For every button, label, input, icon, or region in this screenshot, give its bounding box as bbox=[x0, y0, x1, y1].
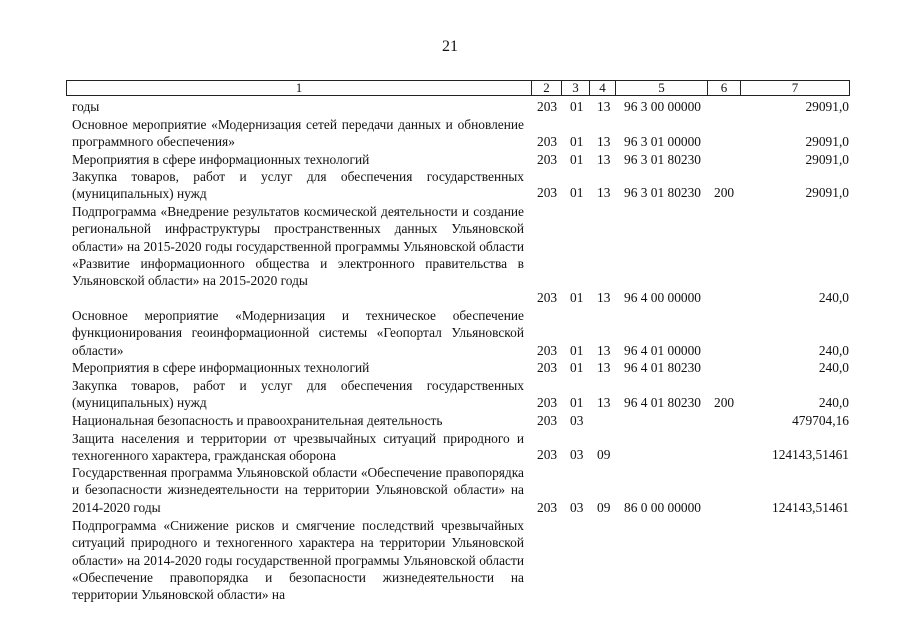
header-col-2: 2 bbox=[531, 80, 562, 96]
row-c3: 03 bbox=[570, 500, 584, 515]
row-description: Подпрограмма «Снижение рисков и смягчение последствий чрезвычайных ситуаций природного и техногенного характера на территории Ульяновской области» на 2014-2020 годы государственной программы Ульяновской области «Обеспечение правопорядка и безопасности жизнедеятельности на территории Ульяновской области» на bbox=[72, 518, 524, 603]
row-c4: 13 bbox=[597, 152, 611, 167]
row-amount: 124143,51461 bbox=[772, 500, 849, 515]
row-amount: 29091,0 bbox=[805, 185, 849, 200]
row-description: Закупка товаров, работ и услуг для обеспечения государственных (муниципальных) нужд bbox=[72, 169, 524, 202]
row-c3: 01 bbox=[570, 99, 584, 114]
header-col-4: 4 bbox=[589, 80, 616, 96]
row-c3: 01 bbox=[570, 395, 584, 410]
row-c5: 96 4 01 80230 bbox=[624, 360, 701, 375]
row-description: Мероприятия в сфере информационных технологий bbox=[72, 152, 370, 167]
row-c6: 200 bbox=[714, 185, 735, 200]
row-amount: 29091,0 bbox=[805, 134, 849, 149]
row-c2: 203 bbox=[537, 134, 558, 149]
row-description: Защита населения и территории от чрезвычайных ситуаций природного и техногенного характера, гражданская оборона bbox=[72, 431, 524, 464]
row-description: Основное мероприятие «Модернизация и техническое обеспечение функционирования геоинформационной системы «Геопортал Ульяновской области» bbox=[72, 308, 524, 358]
row-c3: 01 bbox=[570, 185, 584, 200]
header-col-6: 6 bbox=[707, 80, 741, 96]
row-c3: 03 bbox=[570, 447, 584, 462]
row-description: Государственная программа Ульяновской области «Обеспечение правопорядка и безопасности жизнедеятельности на территории Ульяновской области» на 2014-2020 годы bbox=[72, 465, 524, 515]
row-c3: 01 bbox=[570, 134, 584, 149]
row-c5: 96 3 01 00000 bbox=[624, 134, 701, 149]
row-amount: 124143,51461 bbox=[772, 447, 849, 462]
row-description: Закупка товаров, работ и услуг для обеспечения государственных (муниципальных) нужд bbox=[72, 378, 524, 411]
row-c2: 203 bbox=[537, 413, 558, 428]
row-amount: 29091,0 bbox=[805, 99, 849, 114]
row-c4: 13 bbox=[597, 395, 611, 410]
row-description: Подпрограмма «Внедрение результатов космической деятельности и создание региональной инфраструктуры пространственных данных Ульяновской области» на 2015-2020 годы государственной программы Ульяновской области «Развитие информационного общества и электронного правительства в Ульяновской области» на 2015-2020 годы bbox=[72, 204, 524, 289]
row-c2: 203 bbox=[537, 500, 558, 515]
row-amount: 240,0 bbox=[818, 290, 849, 305]
row-c4: 09 bbox=[597, 500, 611, 515]
row-amount: 29091,0 bbox=[805, 152, 849, 167]
row-c3: 01 bbox=[570, 152, 584, 167]
row-c2: 203 bbox=[537, 152, 558, 167]
row-c4: 09 bbox=[597, 447, 611, 462]
row-amount: 240,0 bbox=[818, 360, 849, 375]
row-c3: 01 bbox=[570, 290, 584, 305]
row-c2: 203 bbox=[537, 360, 558, 375]
row-c4: 13 bbox=[597, 185, 611, 200]
header-col-7: 7 bbox=[740, 80, 850, 96]
row-c4: 13 bbox=[597, 290, 611, 305]
row-description: годы bbox=[72, 99, 100, 114]
row-c4: 13 bbox=[597, 134, 611, 149]
header-col-3: 3 bbox=[561, 80, 590, 96]
row-c4: 13 bbox=[597, 99, 611, 114]
row-description: Мероприятия в сфере информационных технологий bbox=[72, 360, 370, 375]
row-c5: 96 4 01 00000 bbox=[624, 343, 701, 358]
row-c4: 13 bbox=[597, 343, 611, 358]
row-c5: 96 4 00 00000 bbox=[624, 290, 701, 305]
row-c2: 203 bbox=[537, 395, 558, 410]
row-amount: 240,0 bbox=[818, 343, 849, 358]
row-c5: 96 3 01 80230 bbox=[624, 152, 701, 167]
row-c3: 01 bbox=[570, 343, 584, 358]
header-col-1: 1 bbox=[66, 80, 532, 96]
row-c5: 96 3 01 80230 bbox=[624, 185, 701, 200]
row-c6: 200 bbox=[714, 395, 735, 410]
page-number: 21 bbox=[442, 38, 458, 55]
row-c2: 203 bbox=[537, 185, 558, 200]
row-c5: 96 4 01 80230 bbox=[624, 395, 701, 410]
header-col-5: 5 bbox=[615, 80, 708, 96]
row-c2: 203 bbox=[537, 343, 558, 358]
row-description: Национальная безопасность и правоохранительная деятельность bbox=[72, 413, 443, 428]
row-c4: 13 bbox=[597, 360, 611, 375]
row-c3: 01 bbox=[570, 360, 584, 375]
row-amount: 479704,16 bbox=[792, 413, 849, 428]
row-description: Основное мероприятие «Модернизация сетей передачи данных и обновление программного обеспечения» bbox=[72, 117, 524, 150]
row-c5: 86 0 00 00000 bbox=[624, 500, 701, 515]
row-c5: 96 3 00 00000 bbox=[624, 99, 701, 114]
row-c3: 03 bbox=[570, 413, 584, 428]
row-c2: 203 bbox=[537, 290, 558, 305]
row-amount: 240,0 bbox=[818, 395, 849, 410]
row-c2: 203 bbox=[537, 99, 558, 114]
row-c2: 203 bbox=[537, 447, 558, 462]
